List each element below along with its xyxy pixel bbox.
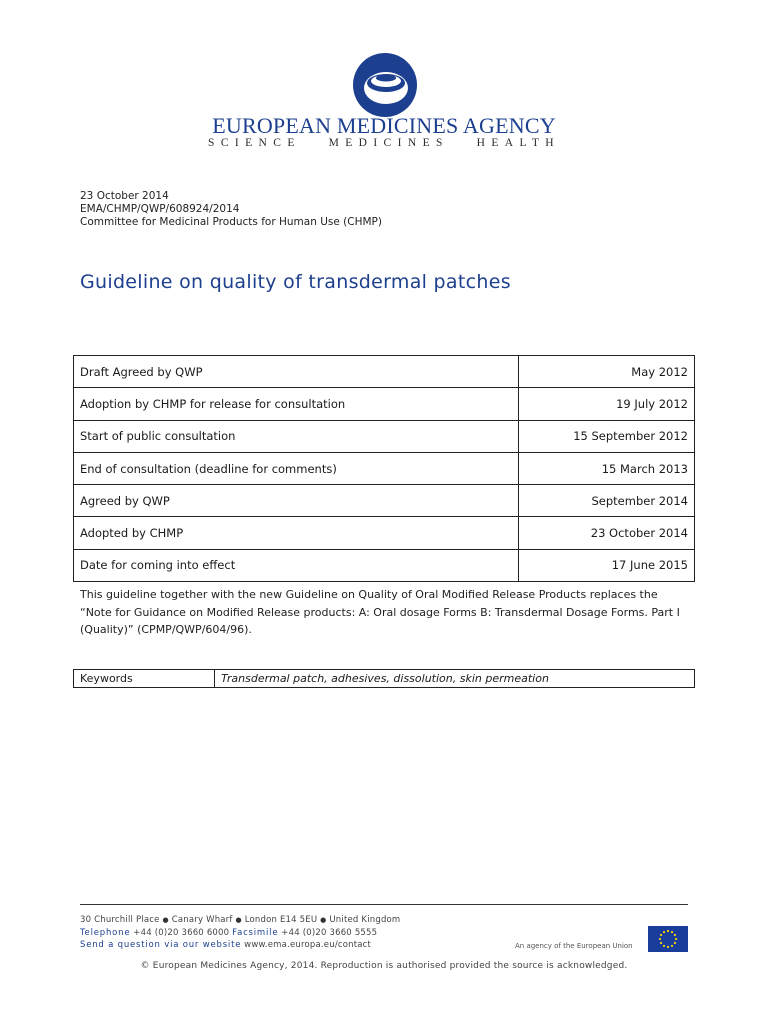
bullet-separator: ● bbox=[320, 916, 327, 924]
eu-star bbox=[674, 934, 676, 936]
telephone-label: Telephone bbox=[80, 928, 131, 938]
address-country: United Kingdom bbox=[329, 915, 401, 925]
eu-star bbox=[660, 934, 662, 936]
copyright-notice: © European Medicines Agency, 2014. Reproduction is authorised provided the source is acknowledged. bbox=[140, 961, 628, 971]
timeline-value: 19 July 2012 bbox=[519, 388, 695, 420]
eu-star bbox=[659, 938, 661, 940]
eu-star bbox=[671, 945, 673, 947]
table-row bbox=[74, 549, 695, 581]
eu-star bbox=[663, 945, 665, 947]
keywords-table bbox=[73, 669, 695, 688]
eu-star bbox=[667, 930, 669, 932]
eu-star bbox=[674, 942, 676, 944]
replacement-note: This guideline together with the new Guideline on Quality of Oral Modified Release Products replaces the “Note for Guidance on Modified Release products: A: Oral dosage Forms B: Transdermal Dosage Forms. Part I (Quality)” (CPMP/QWP/604/96). bbox=[80, 588, 680, 636]
footer-phone-line bbox=[80, 928, 377, 938]
keywords-label: Keywords bbox=[74, 670, 215, 688]
eu-star bbox=[667, 946, 669, 948]
timeline-label: Agreed by QWP bbox=[74, 485, 519, 517]
address-city: London E14 5EU bbox=[244, 915, 318, 925]
agency-tagline: SCIENCE MEDICINES HEALTH bbox=[208, 137, 560, 149]
timeline-label: Adopted by CHMP bbox=[74, 517, 519, 549]
table-row bbox=[74, 670, 695, 688]
document-metadata bbox=[80, 190, 382, 229]
table-row bbox=[74, 517, 695, 549]
document-date: 23 October 2014 bbox=[80, 190, 169, 202]
document-title: Guideline on quality of transdermal patches bbox=[80, 271, 511, 293]
bullet-separator: ● bbox=[162, 916, 169, 924]
timeline-value: 15 September 2012 bbox=[519, 420, 695, 452]
eu-star bbox=[663, 931, 665, 933]
timeline-value: May 2012 bbox=[519, 356, 695, 388]
timeline-value: 17 June 2015 bbox=[519, 549, 695, 581]
footer-address bbox=[80, 915, 400, 925]
question-label: Send a question via our website bbox=[80, 940, 242, 950]
facsimile-number: +44 (0)20 3660 5555 bbox=[281, 928, 378, 938]
bullet-separator: ● bbox=[235, 916, 242, 924]
timeline-value: 15 March 2013 bbox=[519, 452, 695, 484]
facsimile-label: Facsimile bbox=[232, 928, 279, 938]
agency-name: EUROPEAN MEDICINES AGENCY bbox=[212, 113, 556, 138]
table-row bbox=[74, 452, 695, 484]
timeline-label: Date for coming into effect bbox=[74, 549, 519, 581]
committee-name: Committee for Medicinal Products for Human Use (CHMP) bbox=[80, 216, 382, 228]
eu-star bbox=[671, 931, 673, 933]
ema-logo-icon bbox=[352, 52, 418, 118]
timeline-value: 23 October 2014 bbox=[519, 517, 695, 549]
eu-star bbox=[660, 942, 662, 944]
keywords-value: Transdermal patch, adhesives, dissolution, skin permeation bbox=[215, 670, 695, 688]
footer-contact-line bbox=[80, 940, 371, 950]
address-area: Canary Wharf bbox=[171, 915, 233, 925]
table-row bbox=[74, 420, 695, 452]
timeline-label: End of consultation (deadline for comments) bbox=[74, 452, 519, 484]
eu-agency-label: An agency of the European Union bbox=[515, 942, 633, 950]
table-row bbox=[74, 388, 695, 420]
table-row bbox=[74, 356, 695, 388]
telephone-number: +44 (0)20 3660 6000 bbox=[133, 928, 230, 938]
eu-flag-icon bbox=[648, 926, 688, 952]
address-street: 30 Churchill Place bbox=[80, 915, 160, 925]
document-reference: EMA/CHMP/QWP/608924/2014 bbox=[80, 203, 240, 215]
timeline-table bbox=[73, 355, 695, 582]
timeline-label: Start of public consultation bbox=[74, 420, 519, 452]
footer-divider bbox=[80, 904, 688, 905]
timeline-value: September 2014 bbox=[519, 485, 695, 517]
table-row bbox=[74, 485, 695, 517]
timeline-label: Adoption by CHMP for release for consultation bbox=[74, 388, 519, 420]
timeline-label: Draft Agreed by QWP bbox=[74, 356, 519, 388]
contact-link[interactable]: www.ema.europa.eu/contact bbox=[244, 940, 372, 950]
eu-star bbox=[675, 938, 677, 940]
